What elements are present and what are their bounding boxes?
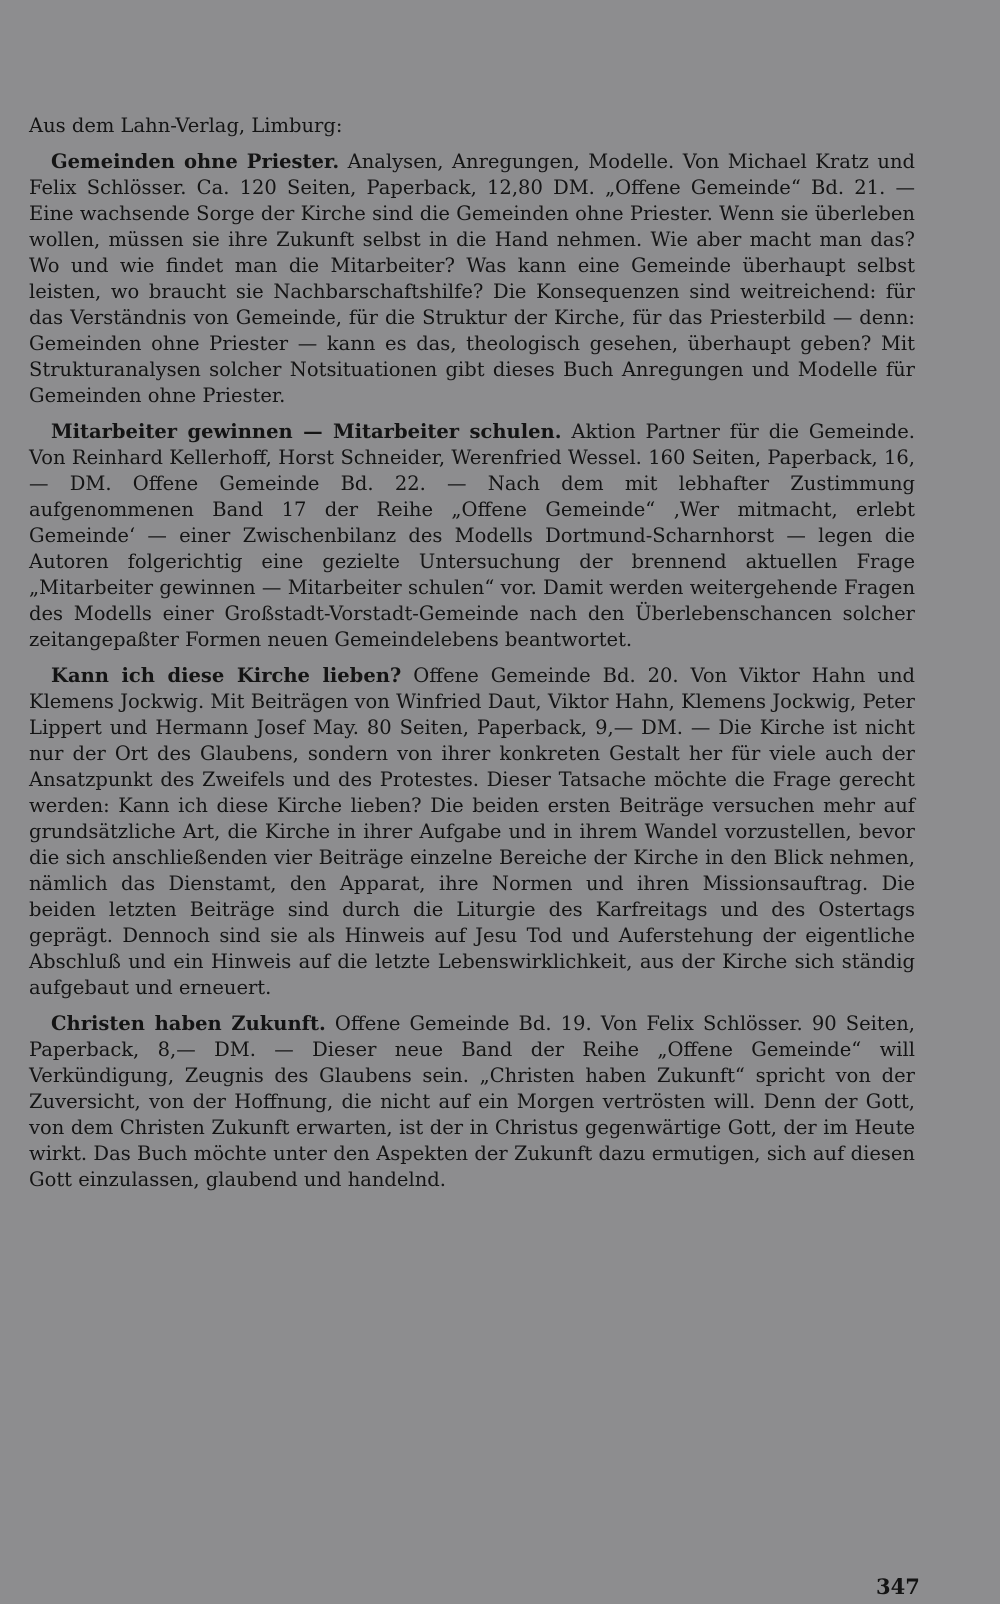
book-entry-mitarbeiter-gewinnen [29,419,915,653]
book-title: Gemeinden ohne Priester. [51,150,340,173]
book-title: Kann ich diese Kirche lieben? [51,664,402,687]
book-description: Analysen, Anregungen, Modelle. Von Michael Kratz und Felix Schlösser. Ca. 120 Seiten, Paperback, 12,80 DM. „Offene Gemeinde“ Bd. 21. — Eine wachsende Sorge der Kirche sind die Gemeinden ohne Priester. Wenn sie überleben wollen, müssen sie ihre Zukunft selbst in die Hand nehmen. Wie aber macht man das? Wo und wie findet man die Mitarbeiter? Was kann eine Gemeinde überhaupt selbst leisten, wo braucht sie Nachbarschaftshilfe? Die Konsequenzen sind weitreichend: für das Verständnis von Gemeinde, für die Struktur der Kirche, für das Priesterbild — denn: Gemeinden ohne Priester — kann es das, theologisch gesehen, überhaupt geben? Mit Strukturanalysen solcher Notsituationen gibt dieses Buch Anregungen und Modelle für Gemeinden ohne Priester. [29,150,915,407]
page-content [29,113,915,1203]
book-description: Offene Gemeinde Bd. 19. Von Felix Schlösser. 90 Seiten, Paperback, 8,— DM. — Dieser neue Band der Reihe „Offene Gemeinde“ will Verkündigung, Zeugnis des Glaubens sein. „Christen haben Zukunft“ spricht von der Zuversicht, von der Hoffnung, die nicht auf ein Morgen vertrösten will. Denn der Gott, von dem Christen Zukunft erwarten, ist der in Christus gegenwärtige Gott, der im Heute wirkt. Das Buch möchte unter den Aspekten der Zukunft dazu ermutigen, sich auf diesen Gott einzulassen, glaubend und handelnd. [29,1012,915,1191]
page-number: 347 [876,1574,920,1599]
book-description: Offene Gemeinde Bd. 20. Von Viktor Hahn und Klemens Jockwig. Mit Beiträgen von Winfried Daut, Viktor Hahn, Klemens Jockwig, Peter Lippert und Hermann Josef May. 80 Seiten, Paperback, 9,— DM. — Die Kirche ist nicht nur der Ort des Glaubens, sondern von ihrer konkreten Gestalt her für viele auch der Ansatzpunkt des Zweifels und des Protestes. Dieser Tatsache möchte die Frage gerecht werden: Kann ich diese Kirche lieben? Die beiden ersten Beiträge versuchen mehr auf grundsätzliche Art, die Kirche in ihrer Aufgabe und in ihrem Wandel vorzustellen, bevor die sich anschließenden vier Beiträge einzelne Bereiche der Kirche in den Blick nehmen, nämlich das Dienstamt, den Apparat, ihre Normen und ihren Missionsauftrag. Die beiden letzten Beiträge sind durch die Liturgie des Karfreitags und des Ostertags geprägt. Dennoch sind sie als Hinweis auf Jesu Tod und Auferstehung der eigentliche Abschluß und ein Hinweis auf die letzte Lebenswirklichkeit, aus der Kirche sich ständig aufgebaut und erneuert. [29,664,916,999]
book-entry-gemeinden-ohne-priester [29,149,915,409]
book-title: Christen haben Zukunft. [51,1012,326,1035]
book-description: Aktion Partner für die Gemeinde. Von Reinhard Kellerhoff, Horst Schneider, Werenfried Wessel. 160 Seiten, Paperback, 16,— DM. Offene Gemeinde Bd. 22. — Nach dem mit lebhafter Zustimmung aufgenommenen Band 17 der Reihe „Offene Gemeinde“ ‚Wer mitmacht, erlebt Gemeinde‘ — einer Zwischenbilanz des Modells Dortmund-Scharnhorst — legen die Autoren folgerichtig eine gezielte Untersuchung der brennend aktuellen Frage „Mitarbeiter gewinnen — Mitarbeiter schulen“ vor. Damit werden weitergehende Fragen des Modells einer Großstadt-Vorstadt-Gemeinde nach den Überlebenschancen solcher zeitangepaßter Formen neuen Gemeindelebens beantwortet. [29,420,915,651]
publisher-heading: Aus dem Lahn-Verlag, Limburg: [29,114,343,137]
book-entry-christen-haben-zukunft [29,1011,915,1193]
book-title: Mitarbeiter gewinnen — Mitarbeiter schulen. [51,420,562,443]
book-entry-kann-ich-diese-kirche-lieben [29,663,915,1001]
